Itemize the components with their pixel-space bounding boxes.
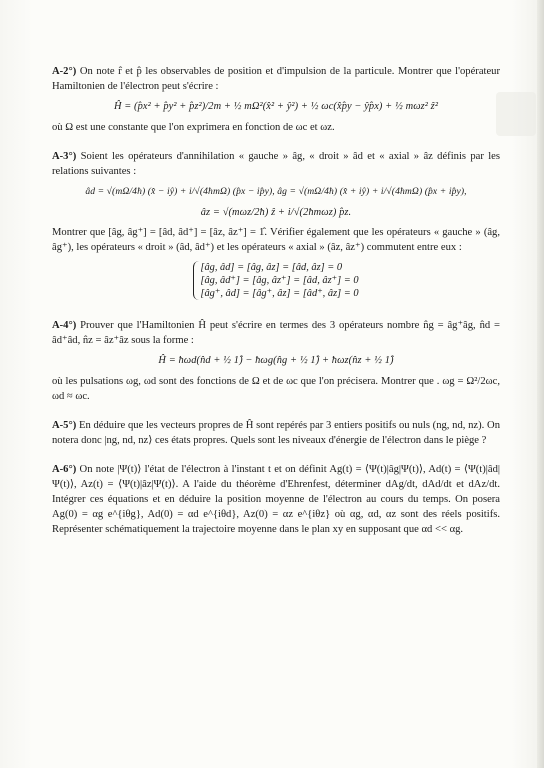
axial-operator-equation: âz = √(mωz/2ħ) ẑ + i/√(2ħmωz) p̂z.	[200, 207, 352, 218]
commutator-line: [âg⁺, âd] = [âg⁺, âz] = [âd⁺, âz] = 0	[200, 288, 359, 299]
question-a5-intro	[52, 418, 500, 448]
question-a6	[52, 462, 500, 537]
question-a4-text: Prouver que l'Hamiltonien Ĥ peut s'écrire en termes des 3 opérateurs nombre n̂g = âg⁺âg, n̂d = âd⁺âd, n̂z = âz⁺âz sous la forme :	[52, 320, 500, 346]
commutator-instructions: Montrer que [âg, âg⁺] = [âd, âd⁺] = [âz, âz⁺] = 1̂. Vérifier également que les opérateurs « gauche » (âg, âg⁺), les opérateurs « droit » (âd, âd⁺) et les opérateurs « axial » (âz, âz⁺) commutent entre eux :	[52, 227, 500, 253]
question-a3-text: Soient les opérateurs d'annihilation « gauche » âg, « droit » âd et « axial » âz définis par les relations suivantes :	[52, 151, 500, 177]
hamiltonian-equation: Ĥ = (p̂x² + p̂y² + p̂z²)/2m + ½ mΩ²(x̂² + ŷ²) + ½ ωc(x̂p̂y − ŷp̂x) + ½ mωz² ẑ²	[113, 101, 439, 112]
question-a2-intro	[52, 64, 500, 94]
question-a2	[52, 64, 500, 135]
number-operator-hamiltonian: Ĥ = ħωd(n̂d + ½ 1̂) − ħωg(n̂g + ½ 1̂) + ħωz(n̂z + ½ 1̂)	[158, 355, 394, 366]
commutator-line: [âg, âd] = [âg, âz] = [âd, âz] = 0	[200, 262, 343, 273]
page-edge-shadow	[537, 0, 544, 768]
question-a3-intro	[52, 149, 500, 179]
document-body	[52, 64, 500, 537]
question-a6-text: On note |Ψ(t)⟩ l'état de l'électron à l'instant t et on définit Ag(t) = ⟨Ψ(t)|âg|Ψ(t)⟩, Ad(t) = ⟨Ψ(t)|âd|Ψ(t)⟩, Az(t) = ⟨Ψ(t)|âz|Ψ(t)⟩. A l'aide du théorème d'Ehrenfest, déterminer dAg/dt, dAd/dt et dAz/dt. Intégrer ces équations et en déduire la position moyenne de l'électron au cours du temps. On posera Ag(0) = αg e^{iθg}, Ad(0) = αd e^{iθd}, Az(0) = αz e^{iθz} où αg, αd, αz sont des réels positifs. Représenter schématiquement la trajectoire moyenne dans le plan xy en supposant que αd << αg.	[52, 464, 501, 535]
question-a2-omega-text: où Ω est une constante que l'on exprimera en fonction de ωc et ωz.	[52, 122, 335, 133]
question-a3	[52, 149, 500, 300]
pulsations-text: où les pulsations ωg, ωd sont des fonctions de Ω et de ωc que l'on précisera. Montrer que . ωg = Ω²/2ωc, ωd ≈ ωc.	[52, 376, 500, 402]
bleed-through-mark	[496, 92, 536, 136]
question-a4	[52, 318, 500, 404]
question-a3-heading: A-3°)	[52, 151, 77, 162]
commutator-system	[52, 261, 500, 300]
question-a2-text: On note r̂ et p̂ les observables de position et d'impulsion de la particule. Montrer que l'opérateur Hamiltonien de l'électron peut s'écrire :	[52, 66, 500, 92]
commutator-line: [âg, âd⁺] = [âg, âz⁺] = [âd, âz⁺] = 0	[200, 275, 359, 286]
question-a5	[52, 418, 500, 448]
question-a6-heading: A-6°)	[52, 464, 77, 475]
question-a2-heading: A-2°)	[52, 66, 77, 77]
question-a4-heading: A-4°)	[52, 320, 77, 331]
question-a4-intro	[52, 318, 500, 348]
question-a5-text: En déduire que les vecteurs propres de Ĥ sont repérés par 3 entiers positifs ou nuls (ng, nd, nz). On notera donc |ng, nd, nz⟩ ces états propres. Quels sont les niveaux d'énergie de l'électron dans le piège ?	[52, 420, 500, 446]
question-a6-intro	[52, 462, 500, 537]
annihilation-operators-equation: âd = √(mΩ/4ħ) (x̂ − iŷ) + i/√(4ħmΩ) (p̂x − ip̂y), âg = √(mΩ/4ħ) (x̂ + iŷ) + i/√(4ħmΩ) (p̂x + ip̂y),	[85, 186, 467, 197]
question-a5-heading: A-5°)	[52, 420, 77, 431]
commutator-system-lines	[193, 261, 358, 300]
